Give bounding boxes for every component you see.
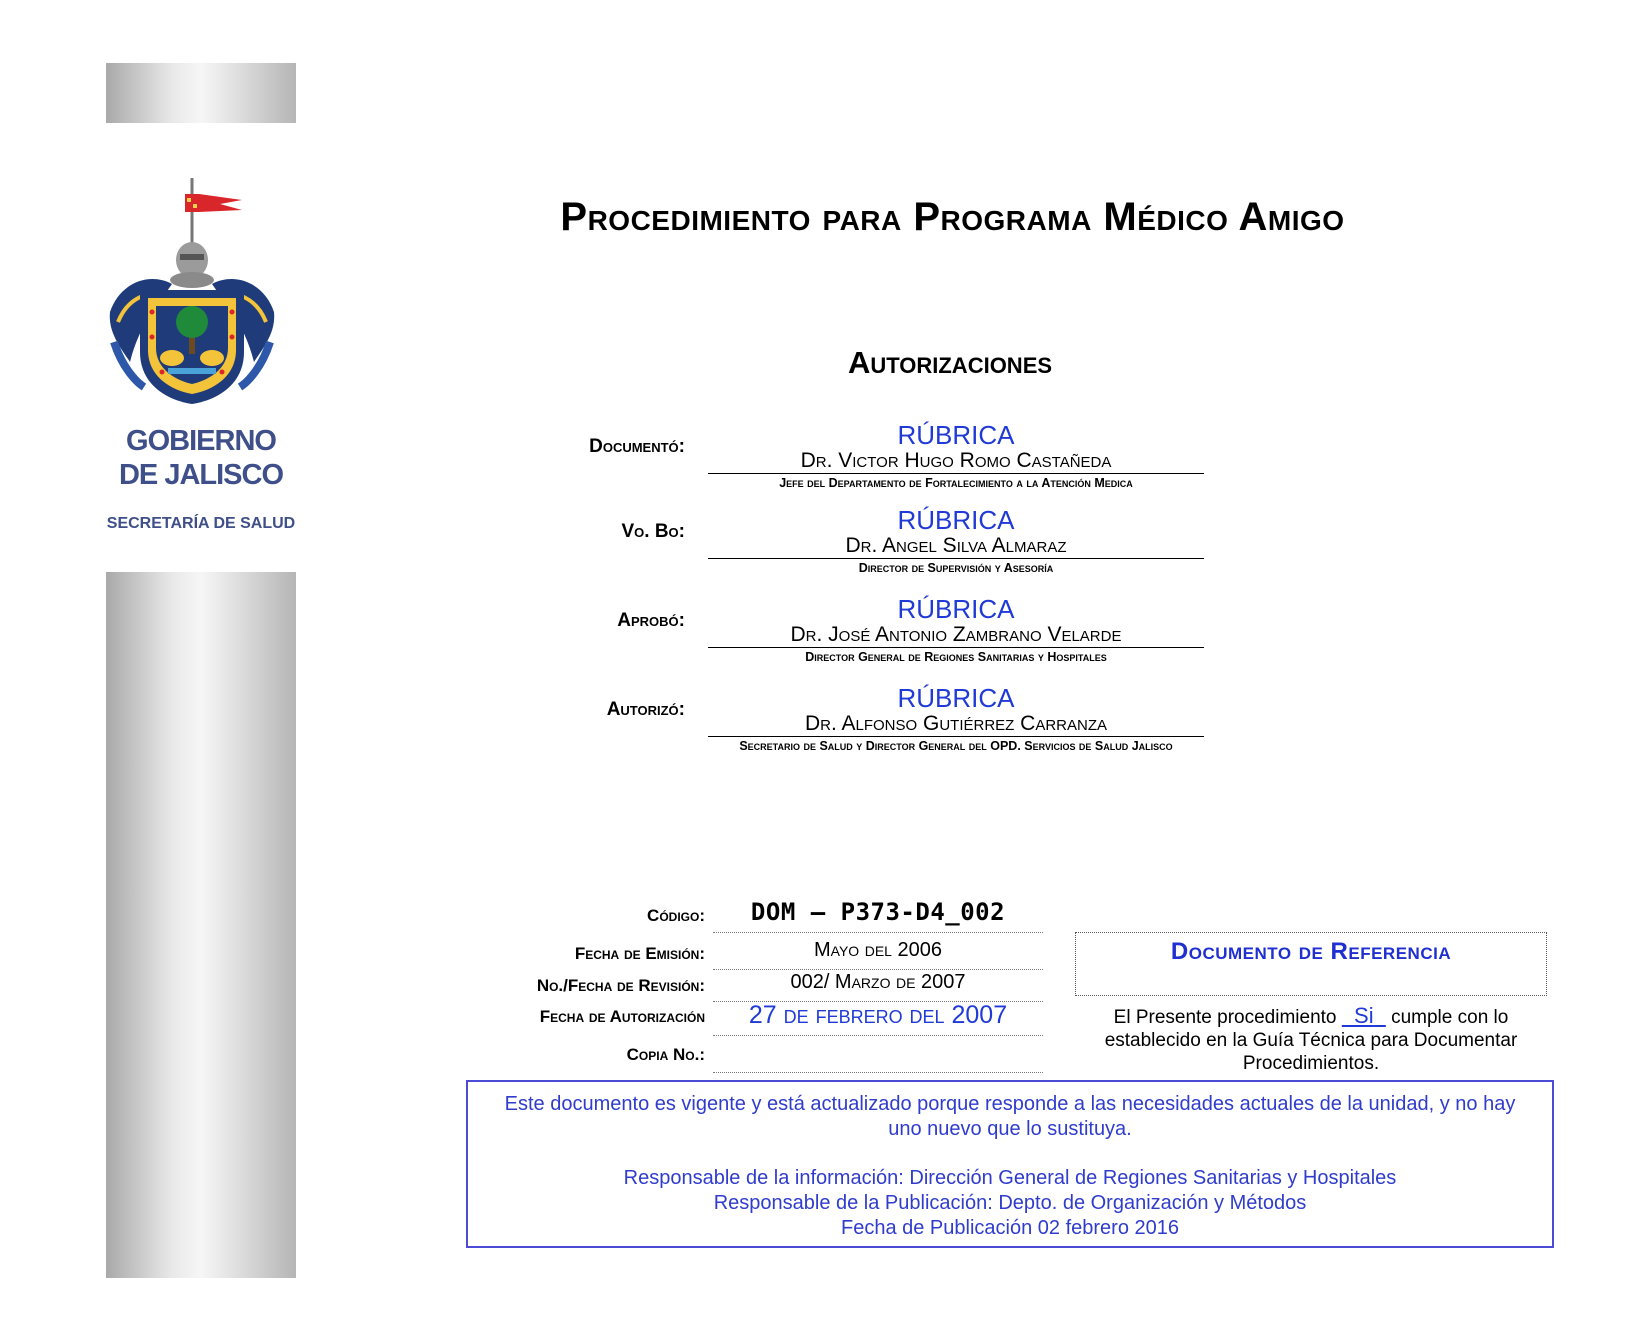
autorizacion-value: 27 de febrero del 2007 bbox=[713, 1001, 1043, 1036]
sidebar-bar-bottom bbox=[106, 572, 296, 1278]
reference-box bbox=[1075, 932, 1547, 996]
signature-label-aprobo: Aprobó: bbox=[617, 610, 685, 631]
publication-responsible: Responsable de la Publicación: Depto. de Organización y Métodos bbox=[713, 1192, 1307, 1214]
copia-value bbox=[713, 1038, 1043, 1073]
sidebar-bar-top bbox=[106, 63, 296, 123]
signature-block-autorizo bbox=[708, 684, 1204, 755]
signatory-role: Jefe del Departamento de Fortalecimiento a la Atención Medica bbox=[779, 476, 1133, 490]
signature-block-aprobo bbox=[708, 595, 1204, 666]
validity-statement: Este documento es vigente y está actualizado porque responde a las necesidades actuales de la unidad, y no hay uno nuevo que lo sustituya. bbox=[504, 1093, 1516, 1140]
org-name-line-1: GOBIERNO bbox=[126, 425, 276, 457]
signature-block-vobo bbox=[708, 506, 1204, 577]
codigo-label: Código: bbox=[647, 906, 705, 925]
signature-rubrica: RÚBRICA bbox=[897, 594, 1015, 624]
signatory-name: Dr. Victor Hugo Romo Castañeda bbox=[708, 449, 1204, 474]
signatory-role: Director General de Regiones Sanitarias y Hospitales bbox=[805, 650, 1107, 664]
signature-rubrica: RÚBRICA bbox=[897, 420, 1015, 450]
org-name-line-2: DE JALISCO bbox=[118, 459, 284, 491]
info-responsible: Responsable de la información: Dirección General de Regiones Sanitarias y Hospitales bbox=[623, 1167, 1397, 1189]
reference-title: Documento de Referencia bbox=[1170, 938, 1452, 965]
signature-block-documento bbox=[708, 421, 1204, 492]
reference-answer: Si bbox=[1354, 1003, 1374, 1028]
document-title: Procedimiento para Programa Médico Amigo bbox=[560, 195, 1345, 239]
signature-rubrica: RÚBRICA bbox=[897, 683, 1015, 713]
copia-label: Copia No.: bbox=[626, 1045, 705, 1064]
jalisco-coat-of-arms-icon bbox=[100, 172, 290, 420]
revision-value: 002/ Marzo de 2007 bbox=[713, 971, 1043, 1002]
signatory-role: Secretario de Salud y Director General del OPD. Servicios de Salud Jalisco bbox=[739, 739, 1173, 753]
signature-label-documento: Documentó: bbox=[589, 436, 685, 457]
department-name: SECRETARÍA DE SALUD bbox=[106, 515, 296, 532]
emision-value: Mayo del 2006 bbox=[713, 939, 1043, 970]
signature-rubrica: RÚBRICA bbox=[897, 505, 1015, 535]
validity-notice-box bbox=[466, 1080, 1554, 1248]
signature-label-vobo: Vo. Bo: bbox=[621, 521, 685, 542]
signatory-name: Dr. Alfonso Gutiérrez Carranza bbox=[708, 712, 1204, 737]
signature-label-autorizo: Autorizó: bbox=[606, 699, 685, 720]
signatory-name: Dr. José Antonio Zambrano Velarde bbox=[708, 623, 1204, 648]
emision-label: Fecha de Emisión: bbox=[574, 944, 705, 963]
signatory-role: Director de Supervisión y Asesoría bbox=[858, 561, 1054, 575]
autorizacion-label: Fecha de Autorización bbox=[539, 1007, 705, 1026]
revision-label: No./Fecha de Revisión: bbox=[536, 976, 705, 995]
reference-text-after: cumple con lo establecido en la Guía Técnica para Documentar Procedimientos. bbox=[1104, 1007, 1518, 1074]
signatory-name: Dr. Angel Silva Almaraz bbox=[708, 534, 1204, 559]
reference-statement bbox=[1075, 1004, 1547, 1075]
publication-date: Fecha de Publicación 02 febrero 2016 bbox=[840, 1217, 1179, 1239]
section-heading: Autorizaciones bbox=[847, 345, 1053, 380]
reference-text-before: El Presente procedimiento bbox=[1113, 1007, 1337, 1028]
codigo-value: DOM – P373-D4_002 bbox=[713, 898, 1043, 933]
